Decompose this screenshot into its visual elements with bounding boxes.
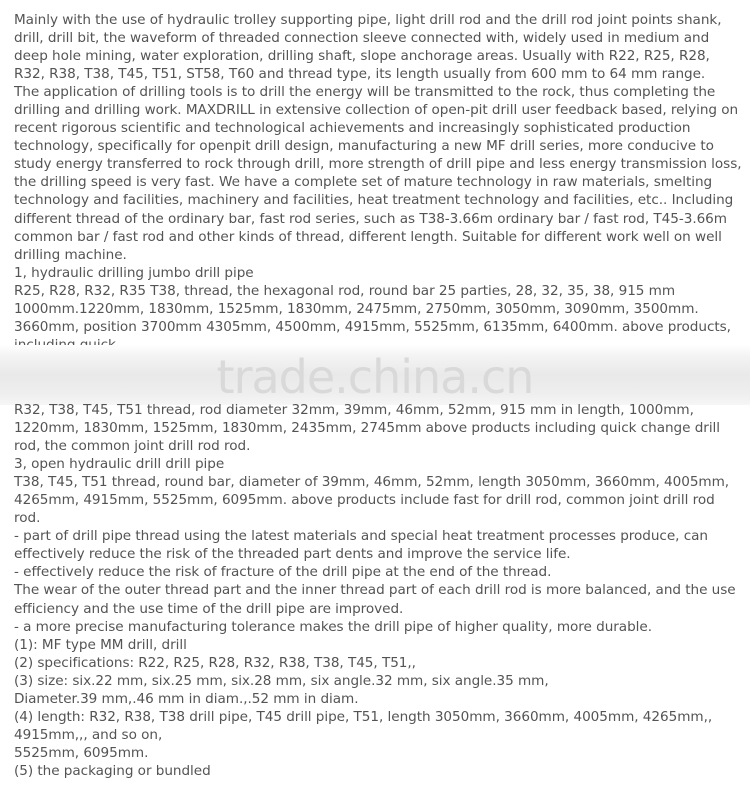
feature-fracture-risk: - effectively reduce the risk of fracture of the drill pipe at the end of the thread. [14, 564, 552, 581]
spec-item-2: (2) specifications: R22, R25, R28, R32, R38, T38, T45, T51,, [14, 654, 416, 671]
application-paragraph: The application of drilling tools is to drill the energy will be transmitted to the rock, thus completing the drilling and drilling work. MAXDRILL in extensive collection of open-pit drill user feedback based, relying on recent rigorous scientific and technological achievements and increasingly sophisticated production technology, specifically for openpit drill design, manufacturing a new MF drill series, more conducive to study energy transferred to rock through drill, more strength of drill pipe and less energy transmission loss, the drilling speed is very fast. We have a complete set of mature technology in raw materials, smelting technology and facilities, machinery and facilities, heat treatment technology and facilities, etc.. Including different thread of the ordinary bar, fast rod series, such as T38-3.66m ordinary bar / fast rod, T45-3.66m common bar / fast rod and other kinds of thread, different length. Suitable for different work well on well drilling machine. [14, 84, 742, 263]
spec-item-4-continued: 5525mm, 6095mm. [14, 744, 149, 761]
jumbo-drill-pipe-specs: R25, R28, R32, R35 T38, thread, the hexagonal rod, round bar 25 parties, 28, 32, 35, 38, 915 mm 1000mm.1220mm, 1830mm, 1525mm, 1830mm, 2475mm, 2750mm, 3050mm, 3090mm, 3500mm. 3660mm, position 3700mm 4305mm, 4500mm, 4915mm, 5525mm, 6135mm, 6400mm. above products, [14, 282, 731, 335]
spec-item-4: (4) length: R32, R38, T38 drill pipe, T45 drill pipe, T51, length 3050mm, 3660mm, 4005mm, 4265mm,, 4915mm,,, and so on, [14, 708, 713, 743]
spec-item-3: (3) size: six.22 mm, six.25 mm, six.28 mm, six angle.32 mm, six angle.35 mm, [14, 672, 549, 689]
wear-balance-paragraph: The wear of the outer thread part and the inner thread part of each drill rod is more balanced, and the use efficiency and the use time of the drill pipe are improved. [14, 582, 736, 617]
intro-paragraph: Mainly with the use of hydraulic trolley supporting pipe, light drill rod and the drill rod joint points shank, drill, drill bit, the waveform of threaded connection sleeve connected with, widely used in medium and deep hole mining, water exploration, drilling shaft, slope anchorage areas. Usually with R22, R25, R28, R32, R38, T38, T45, T51, ST58, T60 and thread type, its length usually from 600 mm to 64 mm range. [14, 12, 722, 83]
description-bottom-section [14, 401, 744, 780]
spec-item-5: (5) the packaging or bundled [14, 762, 211, 779]
spec-item-1: (1): MF type MM drill, drill [14, 636, 187, 653]
section-heading-open-hydraulic: 3, open hydraulic drill drill pipe [14, 456, 225, 473]
section-heading-jumbo-drill-pipe: 1, hydraulic drilling jumbo drill pipe [14, 264, 254, 281]
rod-specs-paragraph: R32, T38, T45, T51 thread, rod diameter 32mm, 39mm, 46mm, 52mm, 915 mm in length, 1000mm, 1220mm, 1830mm, 1525mm, 1830mm, 2435mm, 2745mm above products including quick change drill rod, the common joint drill rod rod. [14, 402, 721, 455]
description-top-section [14, 11, 744, 354]
feature-tolerance: - a more precise manufacturing tolerance makes the drill pipe of higher quality, more durable. [14, 618, 652, 635]
feature-heat-treatment: - part of drill pipe thread using the latest materials and special heat treatment processes produce, can effectively reduce the risk of the threaded part dents and improve the service life. [14, 528, 708, 563]
spec-item-3-continued: Diameter.39 mm,.46 mm in diam.,.52 mm in diam. [14, 690, 359, 707]
open-hydraulic-specs: T38, T45, T51 thread, round bar, diameter of 39mm, 46mm, 52mm, length 3050mm, 3660mm, 4005mm, 4265mm, 4915mm, 5525mm, 6095mm. above products include fast for drill rod, common joint drill rod rod. [14, 474, 730, 527]
watermark-text: trade.china.cn [216, 350, 534, 404]
